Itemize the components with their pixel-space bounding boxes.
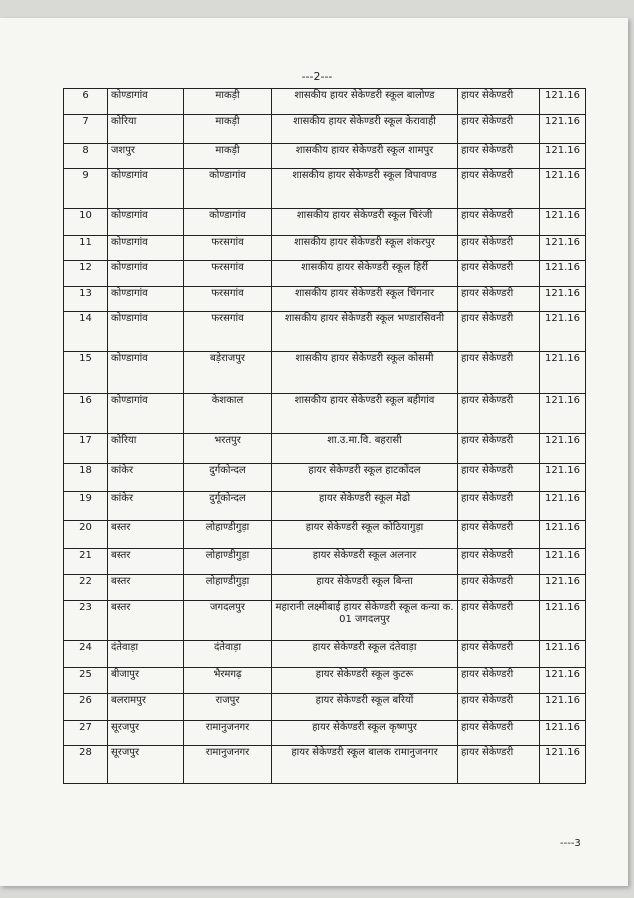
block-cell: दुर्गूकोन्दल — [184, 492, 272, 521]
table-row — [64, 261, 586, 287]
school-type-cell: हायर सेकेण्डरी — [458, 394, 540, 434]
serial-number-cell: 6 — [64, 89, 108, 115]
block-cell: लोहाण्डीगुड़ा — [184, 549, 272, 575]
table-row — [64, 694, 586, 721]
school-name-cell: हायर सेकेण्डरी स्कूल बरियों — [272, 694, 458, 721]
block-cell: माकड़ी — [184, 89, 272, 115]
school-name-cell: हायर सेकेण्डरी स्कूल हाटकोंदल — [272, 464, 458, 492]
district-cell: कांकेर — [108, 492, 184, 521]
serial-number-cell: 27 — [64, 721, 108, 746]
amount-cell: 121.16 — [540, 492, 586, 521]
serial-number-cell: 9 — [64, 169, 108, 209]
table-row — [64, 115, 586, 144]
serial-number-cell: 26 — [64, 694, 108, 721]
school-type-cell: हायर सेकेण्डरी — [458, 641, 540, 668]
block-cell: फरसगांव — [184, 236, 272, 261]
amount-cell: 121.16 — [540, 236, 586, 261]
school-name-cell: शासकीय हायर सेकेण्डरी स्कूल चिरंजी — [272, 209, 458, 236]
school-type-cell: हायर सेकेण्डरी — [458, 668, 540, 694]
school-type-cell: हायर सेकेण्डरी — [458, 236, 540, 261]
school-name-cell: शासकीय हायर सेकेण्डरी स्कूल विपावण्ड — [272, 169, 458, 209]
school-type-cell: हायर सेकेण्डरी — [458, 521, 540, 549]
block-cell: दुर्गकोन्दल — [184, 464, 272, 492]
school-type-cell: हायर सेकेण्डरी — [458, 352, 540, 394]
table-row — [64, 521, 586, 549]
serial-number-cell: 10 — [64, 209, 108, 236]
school-name-cell: शासकीय हायर सेकेण्डरी स्कूल चिंगनार — [272, 287, 458, 312]
school-type-cell: हायर सेकेण्डरी — [458, 144, 540, 169]
serial-number-cell: 28 — [64, 746, 108, 784]
block-cell: राजपुर — [184, 694, 272, 721]
school-type-cell: हायर सेकेण्डरी — [458, 464, 540, 492]
school-name-cell: हायर सेकेण्डरी स्कूल कृष्णपुर — [272, 721, 458, 746]
table-row — [64, 169, 586, 209]
school-name-cell: शासकीय हायर सेकेण्डरी स्कूल बहीगांव — [272, 394, 458, 434]
table-row — [64, 492, 586, 521]
school-name-cell: शासकीय हायर सेकेण्डरी स्कूल केरावाही — [272, 115, 458, 144]
school-list-table — [63, 88, 586, 784]
district-cell: बलरामपुर — [108, 694, 184, 721]
serial-number-cell: 8 — [64, 144, 108, 169]
table-row — [64, 601, 586, 641]
table-row — [64, 434, 586, 464]
amount-cell: 121.16 — [540, 394, 586, 434]
district-cell: कोण्डागांव — [108, 287, 184, 312]
serial-number-cell: 20 — [64, 521, 108, 549]
school-type-cell: हायर सेकेण्डरी — [458, 549, 540, 575]
block-cell: कोण्डागांव — [184, 209, 272, 236]
school-name-cell: शासकीय हायर सेकेण्डरी स्कूल बालोण्ड — [272, 89, 458, 115]
serial-number-cell: 15 — [64, 352, 108, 394]
school-type-cell: हायर सेकेण्डरी — [458, 261, 540, 287]
amount-cell: 121.16 — [540, 601, 586, 641]
amount-cell: 121.16 — [540, 746, 586, 784]
district-cell: सूरजपुर — [108, 746, 184, 784]
serial-number-cell: 24 — [64, 641, 108, 668]
district-cell: कोण्डागांव — [108, 394, 184, 434]
next-page-marker: ----3 — [560, 838, 581, 849]
serial-number-cell: 16 — [64, 394, 108, 434]
district-cell: दंतेवाड़ा — [108, 641, 184, 668]
amount-cell: 121.16 — [540, 352, 586, 394]
district-cell: कांकेर — [108, 464, 184, 492]
district-cell: जशपुर — [108, 144, 184, 169]
district-cell: बस्तर — [108, 549, 184, 575]
serial-number-cell: 7 — [64, 115, 108, 144]
school-type-cell: हायर सेकेण्डरी — [458, 601, 540, 641]
school-type-cell: हायर सेकेण्डरी — [458, 575, 540, 601]
block-cell: रामानुजनगर — [184, 721, 272, 746]
district-cell: कोण्डागांव — [108, 209, 184, 236]
amount-cell: 121.16 — [540, 641, 586, 668]
page-number-marker: ---2--- — [301, 70, 333, 83]
table-row — [64, 144, 586, 169]
block-cell: माकड़ी — [184, 115, 272, 144]
school-type-cell: हायर सेकेण्डरी — [458, 721, 540, 746]
block-cell: फरसगांव — [184, 261, 272, 287]
table-row — [64, 209, 586, 236]
block-cell: भैरमगढ़ — [184, 668, 272, 694]
school-type-cell: हायर सेकेण्डरी — [458, 287, 540, 312]
table-row — [64, 352, 586, 394]
block-cell: बड़ेराजपुर — [184, 352, 272, 394]
table-row — [64, 236, 586, 261]
block-cell: लोहाण्डीगुड़ा — [184, 575, 272, 601]
table-row — [64, 641, 586, 668]
amount-cell: 121.16 — [540, 144, 586, 169]
school-name-cell: शासकीय हायर सेकेण्डरी स्कूल हिर्री — [272, 261, 458, 287]
school-name-cell: शासकीय हायर सेकेण्डरी स्कूल कोसमी — [272, 352, 458, 394]
serial-number-cell: 23 — [64, 601, 108, 641]
district-cell: कोण्डागांव — [108, 261, 184, 287]
serial-number-cell: 22 — [64, 575, 108, 601]
district-cell: कोरिया — [108, 115, 184, 144]
serial-number-cell: 21 — [64, 549, 108, 575]
district-cell: कोण्डागांव — [108, 89, 184, 115]
school-type-cell: हायर सेकेण्डरी — [458, 209, 540, 236]
amount-cell: 121.16 — [540, 668, 586, 694]
school-name-cell: हायर सेकेण्डरी स्कूल अलनार — [272, 549, 458, 575]
school-name-cell: शासकीय हायर सेकेण्डरी स्कूल शामपुर — [272, 144, 458, 169]
table-row — [64, 668, 586, 694]
district-cell: सूरजपुर — [108, 721, 184, 746]
school-name-cell: हायर सेकेण्डरी स्कूल कुटरू — [272, 668, 458, 694]
school-name-cell: शा.उ.मा.वि. बहरासी — [272, 434, 458, 464]
table-row — [64, 549, 586, 575]
amount-cell: 121.16 — [540, 261, 586, 287]
district-cell: कोण्डागांव — [108, 352, 184, 394]
amount-cell: 121.16 — [540, 521, 586, 549]
amount-cell: 121.16 — [540, 209, 586, 236]
block-cell: जगदलपुर — [184, 601, 272, 641]
amount-cell: 121.16 — [540, 287, 586, 312]
district-cell: बस्तर — [108, 521, 184, 549]
serial-number-cell: 13 — [64, 287, 108, 312]
amount-cell: 121.16 — [540, 464, 586, 492]
block-cell: भरतपुर — [184, 434, 272, 464]
table-row — [64, 464, 586, 492]
block-cell: फरसगांव — [184, 287, 272, 312]
amount-cell: 121.16 — [540, 434, 586, 464]
table-row — [64, 394, 586, 434]
school-type-cell: हायर सेकेण्डरी — [458, 312, 540, 352]
district-cell: कोण्डागांव — [108, 169, 184, 209]
block-cell: माकड़ी — [184, 144, 272, 169]
serial-number-cell: 17 — [64, 434, 108, 464]
amount-cell: 121.16 — [540, 694, 586, 721]
district-cell: कोरिया — [108, 434, 184, 464]
serial-number-cell: 14 — [64, 312, 108, 352]
amount-cell: 121.16 — [540, 575, 586, 601]
serial-number-cell: 19 — [64, 492, 108, 521]
block-cell: कोण्डागांव — [184, 169, 272, 209]
amount-cell: 121.16 — [540, 549, 586, 575]
serial-number-cell: 12 — [64, 261, 108, 287]
table-body — [64, 89, 586, 784]
amount-cell: 121.16 — [540, 115, 586, 144]
school-name-cell: हायर सेकेण्डरी स्कूल दंतेवाड़ा — [272, 641, 458, 668]
serial-number-cell: 18 — [64, 464, 108, 492]
school-type-cell: हायर सेकेण्डरी — [458, 169, 540, 209]
block-cell: रामानुजनगर — [184, 746, 272, 784]
table-row — [64, 312, 586, 352]
school-name-cell: शासकीय हायर सेकेण्डरी स्कूल शंकरपुर — [272, 236, 458, 261]
district-cell: बस्तर — [108, 601, 184, 641]
block-cell: केशकाल — [184, 394, 272, 434]
school-name-cell: हायर सेकेण्डरी स्कूल बालक रामानुजनगर — [272, 746, 458, 784]
table-row — [64, 89, 586, 115]
school-type-cell: हायर सेकेण्डरी — [458, 89, 540, 115]
school-type-cell: हायर सेकेण्डरी — [458, 115, 540, 144]
table-row — [64, 721, 586, 746]
school-name-cell: हायर सेकेण्डरी स्कूल मेढो — [272, 492, 458, 521]
serial-number-cell: 25 — [64, 668, 108, 694]
block-cell: लोहाण्डीगुड़ा — [184, 521, 272, 549]
district-cell: बीजापुर — [108, 668, 184, 694]
school-type-cell: हायर सेकेण्डरी — [458, 492, 540, 521]
serial-number-cell: 11 — [64, 236, 108, 261]
district-cell: बस्तर — [108, 575, 184, 601]
school-name-cell: शासकीय हायर सेकेण्डरी स्कूल भण्डारसिवनी — [272, 312, 458, 352]
school-name-cell: हायर सेकेण्डरी स्कूल कोठियागुड़ा — [272, 521, 458, 549]
amount-cell: 121.16 — [540, 169, 586, 209]
amount-cell: 121.16 — [540, 89, 586, 115]
district-cell: कोण्डागांव — [108, 312, 184, 352]
district-cell: कोण्डागांव — [108, 236, 184, 261]
block-cell: दंतेवाड़ा — [184, 641, 272, 668]
amount-cell: 121.16 — [540, 312, 586, 352]
school-name-cell: महारानी लक्ष्मीबाई हायर सेकेण्डरी स्कूल कन्या क. 01 जगदलपुर — [272, 601, 458, 641]
table-row — [64, 287, 586, 312]
school-type-cell: हायर सेकेण्डरी — [458, 434, 540, 464]
table-row — [64, 746, 586, 784]
block-cell: फरसगांव — [184, 312, 272, 352]
table-row — [64, 575, 586, 601]
school-type-cell: हायर सेकेण्डरी — [458, 694, 540, 721]
school-name-cell: हायर सेकेण्डरी स्कूल बिन्ता — [272, 575, 458, 601]
school-type-cell: हायर सेकेण्डरी — [458, 746, 540, 784]
amount-cell: 121.16 — [540, 721, 586, 746]
